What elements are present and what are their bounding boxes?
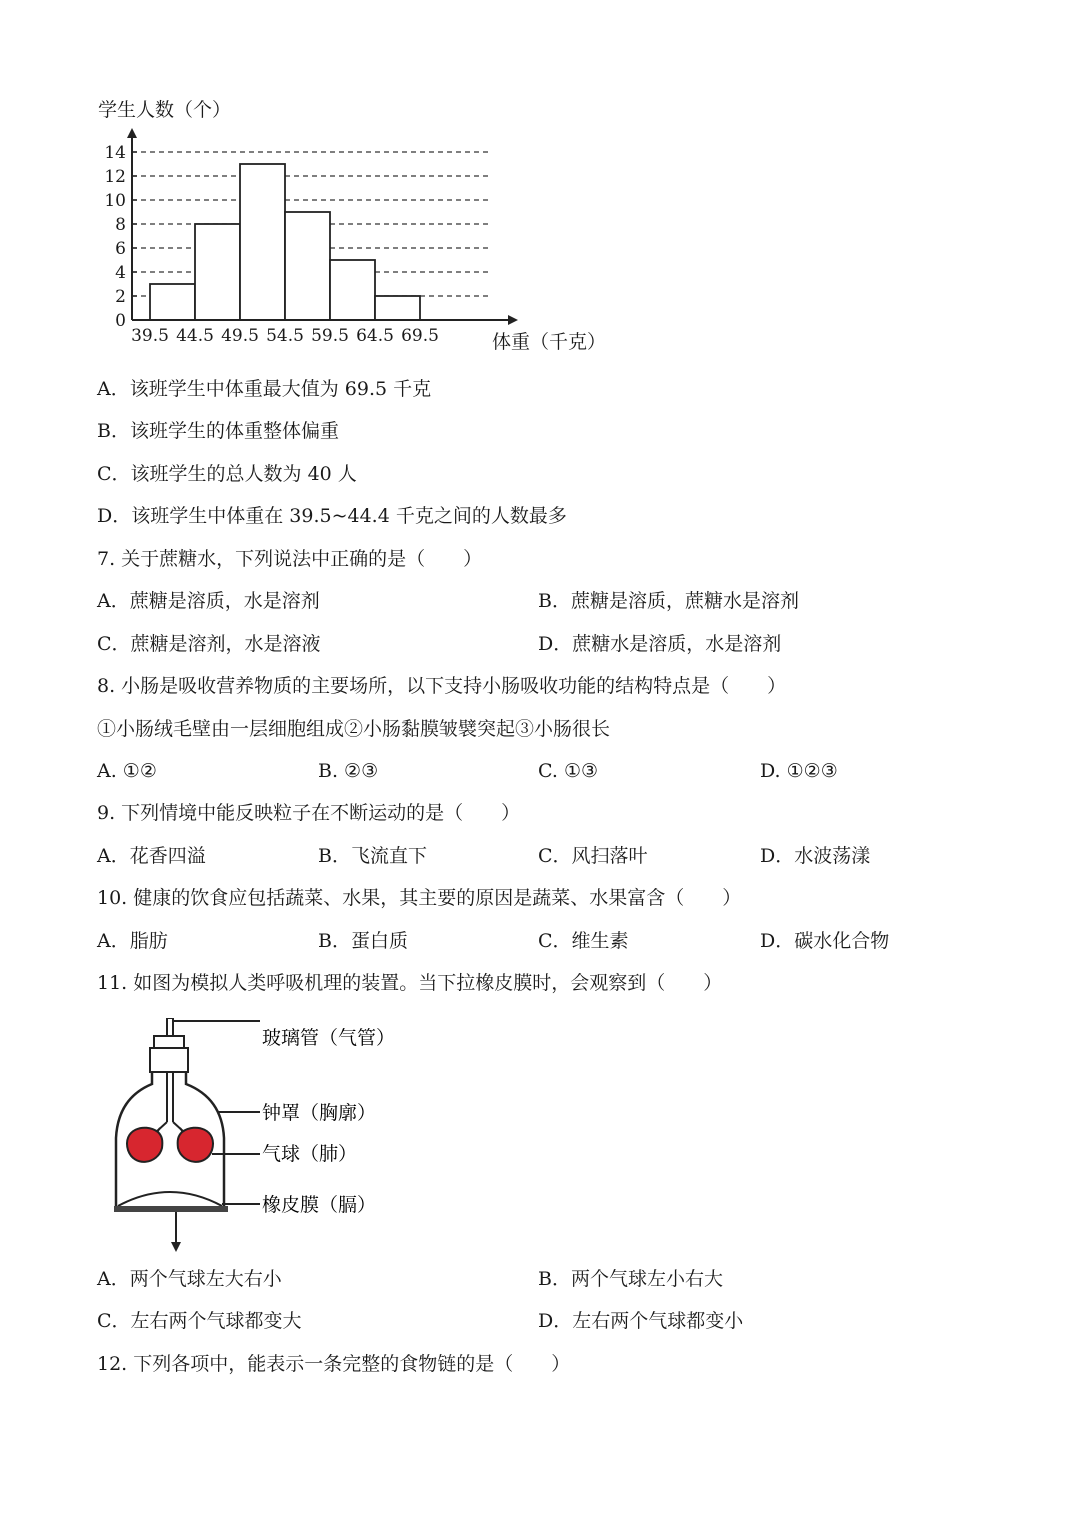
q10-option-d: D．碳水化合物 — [760, 930, 890, 952]
breathing-model-diagram — [100, 1018, 440, 1258]
q9-option-c: C．风扫落叶 — [538, 845, 648, 867]
x-tick-label: 59.5 — [311, 326, 349, 346]
rubber-membrane — [118, 1192, 222, 1206]
y-tick-label: 4 — [115, 263, 126, 283]
q10-option-c: C．维生素 — [538, 930, 629, 952]
label-membrane: 橡皮膜（膈） — [262, 1194, 377, 1216]
histogram-bar — [330, 260, 375, 320]
y-axis-arrow — [127, 128, 137, 138]
y-axis-label: 学生人数（个） — [98, 99, 232, 121]
y-tick-label: 12 — [104, 167, 126, 187]
arrow-head — [171, 1242, 181, 1252]
histogram-bar — [285, 212, 330, 320]
q12-stem: 12. 下列各项中，能表示一条完整的食物链的是（ ） — [97, 1353, 571, 1375]
y-tick-label: 14 — [104, 143, 126, 163]
q8-option-c: C. ①③ — [538, 760, 599, 782]
q8-items: ①小肠绒毛壁由一层细胞组成②小肠黏膜皱襞突起③小肠很长 — [97, 718, 611, 740]
q9-option-a: A．花香四溢 — [97, 845, 206, 867]
q8-option-a: A. ①② — [97, 760, 157, 782]
q11-stem: 11. 如图为模拟人类呼吸机理的装置。当下拉橡皮膜时，会观察到（ ） — [97, 972, 723, 994]
q9-option-b: B．飞流直下 — [318, 845, 427, 867]
x-tick-label: 44.5 — [176, 326, 214, 346]
q7-stem: 7. 关于蔗糖水，下列说法中正确的是（ ） — [97, 548, 483, 570]
y-tick-label: 0 — [115, 311, 126, 331]
histogram-bar — [150, 284, 195, 320]
q10-option-b: B．蛋白质 — [318, 930, 408, 952]
y-tick-label: 6 — [115, 239, 126, 259]
q11-option-a: A．两个气球左大右小 — [97, 1268, 282, 1290]
histogram-bar — [240, 164, 285, 320]
q6-option-b: B．该班学生的体重整体偏重 — [97, 420, 339, 442]
q10-option-a: A．脂肪 — [97, 930, 168, 952]
histogram-bar — [375, 296, 420, 320]
label-bell: 钟罩（胸廓） — [262, 1102, 377, 1124]
stopper-top — [154, 1036, 184, 1048]
q8-option-b: B. ②③ — [318, 760, 379, 782]
left-balloon — [127, 1128, 162, 1162]
x-tick-label: 39.5 — [131, 326, 169, 346]
x-tick-label: 49.5 — [221, 326, 259, 346]
q7-option-b: B．蔗糖是溶质，蔗糖水是溶剂 — [538, 590, 799, 612]
q6-option-c: C．该班学生的总人数为 40 人 — [97, 463, 357, 485]
label-tube: 玻璃管（气管） — [262, 1027, 396, 1049]
breathing-model-svg — [100, 1018, 440, 1258]
q11-option-c: C．左右两个气球都变大 — [97, 1310, 302, 1332]
y-tick-label: 8 — [115, 215, 126, 235]
q7-option-c: C．蔗糖是溶剂，水是溶液 — [97, 633, 321, 655]
label-balloon: 气球（肺） — [262, 1143, 358, 1165]
right-balloon — [178, 1128, 213, 1162]
x-tick-label: 54.5 — [266, 326, 304, 346]
q6-option-d: D．该班学生中体重在 39.5~44.4 千克之间的人数最多 — [97, 505, 567, 527]
x-tick-label: 69.5 — [401, 326, 439, 346]
y-tick-label: 2 — [115, 287, 126, 307]
weight-histogram — [92, 94, 612, 364]
q9-option-d: D．水波荡漾 — [760, 845, 871, 867]
q8-option-d: D. ①②③ — [760, 760, 838, 782]
q7-option-a: A．蔗糖是溶质，水是溶剂 — [97, 590, 320, 612]
q6-option-a: A．该班学生中体重最大值为 69.5 千克 — [97, 378, 432, 400]
q11-option-d: D．左右两个气球都变小 — [538, 1310, 744, 1332]
q9-stem: 9. 下列情境中能反映粒子在不断运动的是（ ） — [97, 802, 521, 824]
stopper — [150, 1048, 188, 1072]
histogram-bar — [195, 224, 240, 320]
histogram-svg — [92, 94, 612, 364]
y-tick-label: 10 — [104, 191, 126, 211]
jar-base — [114, 1206, 228, 1212]
x-axis-arrow — [508, 315, 518, 325]
x-axis-label: 体重（千克） — [492, 331, 607, 353]
x-tick-label: 64.5 — [356, 326, 394, 346]
q8-stem: 8. 小肠是吸收营养物质的主要场所，以下支持小肠吸收功能的结构特点是（ ） — [97, 675, 787, 697]
q11-option-b: B．两个气球左小右大 — [538, 1268, 723, 1290]
q7-option-d: D．蔗糖水是溶质，水是溶剂 — [538, 633, 782, 655]
q10-stem: 10. 健康的饮食应包括蔬菜、水果，其主要的原因是蔬菜、水果富含（ ） — [97, 887, 742, 909]
